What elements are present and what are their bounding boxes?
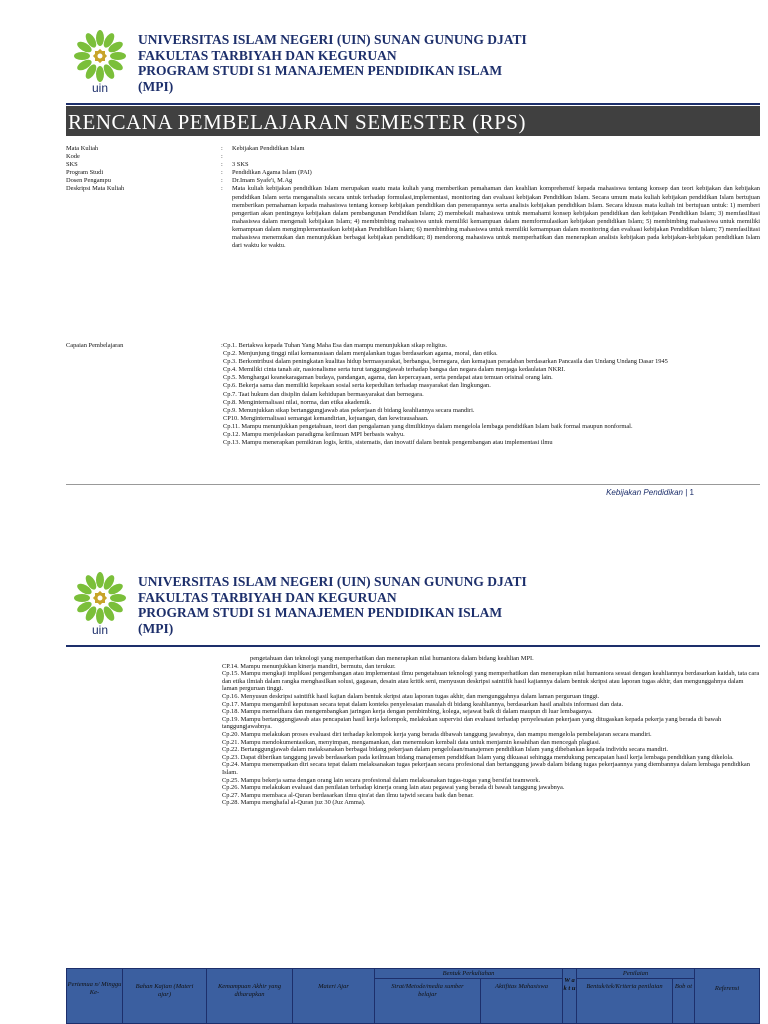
page-footer xyxy=(606,488,694,497)
col-kemampuan-akhir: Kemampuan Akhir yang diharapkan xyxy=(207,969,293,1024)
university-name: UNIVERSITAS ISLAM NEGERI (UIN) SUNAN GUNUNG DJATI xyxy=(138,574,527,589)
university-header xyxy=(70,30,750,100)
list-item: Cp.20. Mampu melakukan proses evaluasi diri terhadap kelompok kerja yang berada dibawah tanggung jawabnya, dan mampu mengelola pembelajaran secara mandiri. xyxy=(222,730,652,738)
faculty-name: FAKULTAS TARBIYAH DAN KEGURUAN xyxy=(138,589,397,605)
col-referensi: Referensi xyxy=(714,985,740,992)
meta-row-mata-kuliah: Mata Kuliah : Kebijakan Pendidikan Islam xyxy=(66,145,305,152)
capaian-list xyxy=(223,342,760,447)
list-item: Cp.26. Mampu melakukan evaluasi dan penilaian terhadap kinerja orang lain atau pegawai yang berada di bawah tanggung jawabnya. xyxy=(222,784,565,792)
list-item: Cp.11. Mampu menunjukkan pengetahuan, teori dan pengalaman yang dimilikinya dalam mengelola lembaga pendidikan Islam baik formal maupun nonformal. xyxy=(223,422,633,430)
meta-row-deskripsi: Deskripsi Mata Kuliah : Mata kuliah kebijakan pendidikan Islam merupakan suatu mata kuliah yang memberikan pemahaman dan keahlian komprehensif kepada mahasiswa tentang konsep dan teori kebijakan dan kebijakan pendidikan Islam serta menganalisis secara untuk terhadap formulasi,implementasi, monitoring dan evaluasi kebijakan Pendidikan Islam. Secara umum mata kuliah kebijakan pendidikan Islam bertujuan memberikan pemahaman kepada mahasiswa tentang konsep kebijakan pendidikan dan penerapannya serta analisis kebijakan pendidikan Islam. Secara khusus mata kuliah ini bertujuan untuk: 1) memberi pengertian akan pentingnya kebijakan dalam pembangunan Pendidikan Islam; 2) membekali mahasiswa untuk memahami konsep kebijakan pendidikan dan kebijakan Pendidikan Islam; 3) memfasilitasi mahasiswa dalam mengenali kebijakan Islam; 4) membimbing mahasiswa untuk memiliki kemampuan dalam memformulasikan kebijakan pendidikan Islam; 5) membimbing mahasiswa untuk memiliki kemampuan dalam mengimplementasikan kebijakan Pendidikan Islam; 6) membimbing mahasiswa untuk memiliki kemampuan dalam monitoring dan evaluasi kebijakan Pendidikan Islam; 7) memfasilitasi mahasiswa menemukan dan menunjukkan berbagai kebijakan pendidikan; 8) mendorong mahasiswa untuk memperhatikan dan menerapkan analisis kebijakan pada kebijakan-kebijakan pendidikan Islam dari waktu ke waktu. xyxy=(66,185,760,250)
faculty-name: FAKULTAS TARBIYAH DAN KEGURUAN xyxy=(138,47,397,63)
uin-logo-icon xyxy=(70,30,130,95)
list-item: Cp.18. Mampu memelihara dan mengembangkan jaringan kerja dengan pembimbing, kolega, sejawat baik di dalam maupun di luar lembaganya. xyxy=(222,708,593,716)
header-text-block xyxy=(138,574,738,636)
header-text-block xyxy=(138,32,738,94)
list-item: Cp.17. Mampu mengambil keputusan secara tepat dalam konteks penyelesaian masalah di bidang keahliannya, berdasarkan hasil analisis informasi dan data. xyxy=(222,700,624,708)
col-pertemuan: Pertemua n/ Minggu Ke- xyxy=(67,969,123,1024)
header-rule xyxy=(66,645,760,647)
list-item: Cp.19. Mampu bertanggungjawab atas pencapaian hasil kerja kelompok, melakukan supervisi dan evaluasi terhadap penyelesaian pekerjaan yang ditugaskan kepada pekerja yang berada di bawah tanggungjawabnya. xyxy=(222,715,722,731)
list-item: Cp.4. Memiliki cinta tanah air, nasionalisme serta turut tanggungjawab terhadap bangsa dan negara dalam menjaga kedaulatan NKRI. xyxy=(223,366,566,374)
list-item: Cp.28. Mampu menghafal al-Quran juz 30 (Juz Amma). xyxy=(222,799,366,807)
col-bahan-kajian: Bahan Kajian (Materi ajar) xyxy=(123,969,207,1024)
university-header-2 xyxy=(70,572,750,642)
list-item: Cp.2. Menjunjung tinggi nilai kemanusiaan dalam menjalankan tugas berdasarkan agama, moral, dan etika. xyxy=(223,350,498,358)
document-page-2 xyxy=(0,560,768,1024)
list-item: Cp.25. Mampu bekerja sama dengan orang lain secara profesional dalam melaksanakan tugas-tugas yang bersifat teamwork. xyxy=(222,776,541,784)
logo-text: uin xyxy=(91,623,109,637)
list-item: Cp.23. Dapat diberikan tanggung jawab berdasarkan pada keilmuan bidang manajemen pendidikan Islam yang dikuasai sehingga mendukung pencapaian hasil kerja lembaga pendidikan yang dikelola. xyxy=(222,753,734,761)
list-item: Cp.3. Berkontribusi dalam peningkatan kualitas hidup bermasyarakat, berbangsa, bernegara, dan kemajuan peradaban berdasarkan Pancasila dan Undang Undang Dasar 1945 xyxy=(223,358,668,366)
col-strategi-metode: Strat/Metode/media sumber belajar xyxy=(375,979,481,1024)
footer-rule xyxy=(66,484,760,485)
list-item: Cp.9. Menunjukkan sikap bertanggungjawab atas pekerjaan di bidang keahliannya secara mandiri. xyxy=(223,406,475,414)
document-title: RENCANA PEMBELAJARAN SEMESTER (RPS) xyxy=(68,110,526,134)
list-item: Cp.13. Mampu menerapkan pemikiran logis, kritis, sistematis, dan inovatif dalam bentuk pengembangan atau implementasi ilmu xyxy=(223,439,553,447)
col-bobot: Bob ot xyxy=(673,979,695,1024)
header-rule xyxy=(66,103,760,105)
uin-logo xyxy=(70,572,130,637)
university-name: UNIVERSITAS ISLAM NEGERI (UIN) SUNAN GUNUNG DJATI xyxy=(138,32,527,47)
list-item: Cp.8. Menginternalisasi nilai, norma, dan etika akademik. xyxy=(223,398,372,406)
list-item: Cp.16. Menyusun deskripsi saintifik hasil kajian dalam bentuk skripsi atau laporan tugas akhir, dan mengunggahnya dalam laman perguruan tinggi. xyxy=(222,692,600,700)
page-number: | 1 xyxy=(685,488,694,497)
list-item: Cp.22. Bertanggungjawab dalam melaksanakan berbagai bidang pekerjaan dalam pengelolaan/manajemen pendidikan Islam yang dibebankan kepada individu secara mandiri. xyxy=(222,746,668,754)
meta-row-kode: Kode : xyxy=(66,153,223,161)
col-bentuk-perkuliahan: Bentuk Perkuliahan xyxy=(375,969,563,979)
col-waktu: W a k t u xyxy=(563,969,577,1024)
meta-row-sks: SKS : 3 SKS xyxy=(66,161,249,169)
list-item: CP.14. Mampu menunjukkan kinerja mandiri, bermutu, dan terukur. xyxy=(222,662,396,670)
rps-table-header xyxy=(66,968,760,1024)
title-bar xyxy=(66,106,760,136)
list-item: Cp.1. Bertakwa kepada Tuhan Yang Maha Esa dan mampu menunjukkan sikap religius. xyxy=(223,342,448,349)
col-penilaian: Penilaian xyxy=(577,969,695,979)
list-item: Cp.6. Bekerja sama dan memiliki kepekaan sosial serta kepedulian terhadap masyarakat dan lingkungan. xyxy=(223,382,491,390)
page-gap xyxy=(0,500,768,560)
col-materi-ajar: Materi Ajar xyxy=(293,969,375,1024)
meta-row-dosen: Dosen Pengampu : Dr.Imam Syafe'i, M.Ag xyxy=(66,177,293,185)
list-item: Cp.12. Mampu menjelaskan paradigma keilmuan MPI berbasis wahyu. xyxy=(223,431,405,439)
col-bentuk-kriteria: Bentuk/tek/Kriteria penilaian xyxy=(577,979,673,1024)
col-aktifitas-mahasiswa: Aktifitas Mahasiswa xyxy=(481,979,563,1024)
list-item: pengetahuan dan teknologi yang memperhatikan dan menerapkan nilai humaniora dalam bidang keahlian MPI. xyxy=(250,655,534,662)
program-name: PROGRAM STUDI S1 MANAJEMEN PENDIDIKAN ISLAM xyxy=(138,63,503,78)
list-item: Cp.21. Mampu mendokumentasikan, menyimpan, mengamankan, dan menemukan kembali data untuk menjamin kesahihan dan mencegah plagiasi. xyxy=(222,738,601,746)
capaian-list-continued xyxy=(222,655,760,807)
logo-text: uin xyxy=(91,81,109,95)
list-item: Cp.15. Mampu mengkaji implikasi pengembangan atau implementasi ilmu pengetahuan teknologi yang memperhatikan dan menerapkan nilai humaniora sesuai dengan keahliannya berdasarkan kaidah, tata cara dan etika ilmiah dalam rangka menghasilkan solusi, gagasan, desain atau kritik seni, menyusun deskripsi saintifik hasil kajiannya dalam bentuk skripsi atau laporan tugas akhir, dan mengunggahnya dalam laman perguruan tinggi. xyxy=(222,670,760,693)
list-item: Cp.24. Mampu menempatkan diri secara tepat dalam melaksanakan tugas pekerjaan secara profesional dan bertanggung jawab dalam bidang tugas pekerjaannya yang diembannya dalam lembaga pendidikan Islam. xyxy=(222,761,750,776)
uin-logo xyxy=(70,30,130,95)
list-item: Cp.5. Menghargai keanekaragaman budaya, pandangan, agama, dan kepercayaan, serta pendapat atau temuan orisinal orang lain. xyxy=(223,374,553,382)
course-meta xyxy=(66,145,760,250)
capaian-label: Capaian Pembelajaran xyxy=(66,342,124,349)
footer-title: Kebijakan Pendidikan xyxy=(606,488,684,497)
program-abbr: (MPI) xyxy=(138,620,174,636)
document-page-1: uin UNIVERSITAS ISLAM NEGERI (UIN) SUNAN GUNUNG DJATI FAKULTAS TARBIYAH DAN KEGURUAN PROGRAM STUDI S1 MANAJEMEN PENDIDIKAN ISLAM (MPI) RENCANA PEMBELAJARAN SEMESTER (RPS) Mata Kuliah : Kebijakan Pendidikan Islam Kode : SKS : 3 SKS Program Studi : Pendidikan Agama Islam (PAI) Dosen Pengampu : Dr.Imam Syafe'i, M.Ag Deskripsi Mata Kuliah : Mata kuliah kebijakan pendidikan Islam merupakan suatu mata kuliah yang memberikan pemahaman dan keahlian komprehensif kepada mahasiswa tentang konsep dan teori kebijakan dan kebijakan pendidikan Islam serta menganalisis secara untuk terhadap formulasi,implementasi, monitoring dan evaluasi kebijakan Pendidikan Islam. Secara umum mata kuliah kebijakan pendidikan Islam bertujuan memberikan pemahaman kepada mahasiswa tentang konsep kebijakan pendidikan dan penerapannya serta analisis kebijakan pendidikan Islam. Secara khusus mata kuliah ini bertujuan untuk: 1) memberi pengertian akan pentingnya kebijakan dalam pembangunan Pendidikan Islam; 2) membekali mahasiswa untuk memahami konsep kebijakan pendidikan dan kebijakan Pendidikan Islam; 3) memfasilitasi mahasiswa dalam mengenali kebijakan Islam; 4) membimbing mahasiswa untuk memiliki kemampuan dalam memformulasikan kebijakan pendidikan Islam; 5) membimbing mahasiswa untuk memiliki kemampuan dalam mengimplementasikan kebijakan Pendidikan Islam; 6) membimbing mahasiswa untuk memiliki kemampuan dalam monitoring dan evaluasi kebijakan Pendidikan Islam; 7) memfasilitasi mahasiswa menemukan dan menunjukkan berbagai kebijakan pendidikan; 8) mendorong mahasiswa untuk memperhatikan dan menerapkan analisis kebijakan pada kebijakan-kebijakan pendidikan Islam dari waktu ke waktu. Capaian Pembelajaran : Cp.1. Bertakwa kepada Tuhan Yang Maha Esa dan mampu menunjukkan sikap religius. Cp.2. Menjunjung tinggi nilai kemanusiaan dalam menjalankan tugas berdasarkan agama, moral, dan etika. Cp.3. Berkontribusi dalam peningkatan kualitas hidup bermasyarakat, berbangsa, bernegara, dan kemajuan peradaban berdasarkan Pancasila dan Undang Undang Dasar 1945 Cp.4. Memiliki cinta tanah air, nasionalisme serta turut tanggungjawab terhadap bangsa dan negara dalam menjaga kedaulatan NKRI. Cp.5. Menghargai keanekaragaman budaya, pandangan, agama, dan kepercayaan, serta pendapat atau temuan orisinal orang lain. Cp.6. Bekerja sama dan memiliki kepekaan sosial serta kepedulian terhadap masyarakat dan lingkungan. Cp.7. Taat hukum dan disiplin dalam kehidupan bermasyarakat dan bernegara. Cp.8. Menginternalisasi nilai, norma, dan etika akademik. Cp.9. Menunjukkan sikap bertanggungjawab atas pekerjaan di bidang keahliannya secara mandiri. CP10. Menginternalisasi semangat kemandirian, kejuangan, dan kewirausahaan. Cp.11. Mampu menunjukkan pengetahuan, teori dan pengalaman yang dimilikinya dalam mengelola lembaga pendidikan Islam baik formal maupun nonformal. Cp.12. Mampu menjelaskan paradigma keilmuan MPI berbasis wahyu. Cp.13. Mampu menerapkan pemikiran logis, kritis, sistematis, dan inovatif dalam bentuk pengembangan atau implementasi ilmu Kebijakan Pendidikan | 1 xyxy=(0,0,768,500)
meta-row-program-studi: Program Studi : Pendidikan Agama Islam (PAI) xyxy=(66,169,312,177)
program-abbr: (MPI) xyxy=(138,78,174,94)
uin-logo-icon xyxy=(70,572,130,637)
list-item: Cp.7. Taat hukum dan disiplin dalam kehidupan bermasyarakat dan bernegara. xyxy=(223,390,424,398)
list-item: CP10. Menginternalisasi semangat kemandirian, kejuangan, dan kewirausahaan. xyxy=(223,414,429,422)
list-item: Cp.27. Mampu membaca al-Quran berdasarkan ilmu qira'at dan ilmu tajwid secara baik dan benar. xyxy=(222,791,474,799)
program-name: PROGRAM STUDI S1 MANAJEMEN PENDIDIKAN ISLAM xyxy=(138,605,503,620)
